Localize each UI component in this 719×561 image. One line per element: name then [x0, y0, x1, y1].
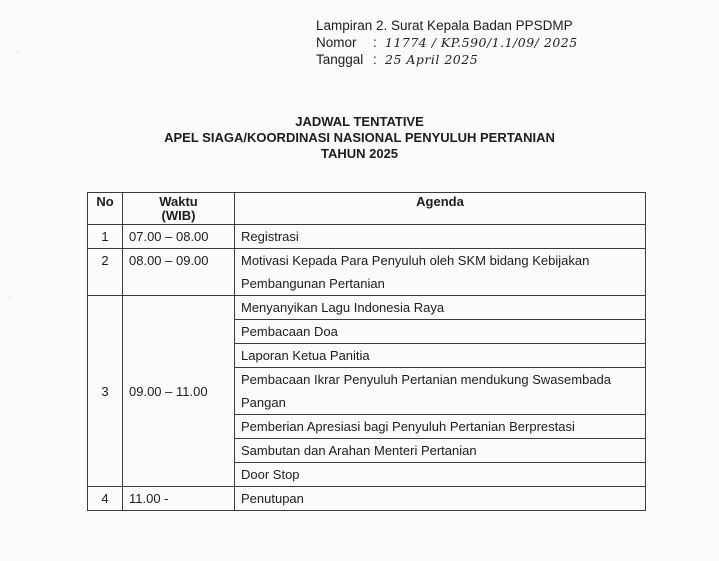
row-agenda: Door Stop: [235, 463, 646, 487]
attachment-line: [316, 17, 578, 34]
title-line-3: TAHUN 2025: [320, 146, 399, 161]
table-row: [88, 487, 646, 511]
header-time-unit: (WIB): [161, 208, 196, 223]
table-row: [88, 249, 646, 296]
date-value: 25 April 2025: [385, 52, 479, 67]
header-agenda: Agenda: [235, 193, 646, 225]
row-agenda: Pembacaan Doa: [235, 320, 646, 344]
row-agenda: Pembacaan Ikrar Penyuluh Pertanian mendukung Swasembada Pangan: [235, 368, 646, 415]
row-agenda: Pemberian Apresiasi bagi Penyuluh Pertanian Berprestasi: [235, 415, 646, 439]
row-time: 07.00 – 08.00: [123, 225, 235, 249]
table-row: [88, 296, 646, 320]
number-label: Nomor: [316, 35, 357, 50]
letter-reference: [316, 17, 578, 68]
row-time: 09.00 – 11.00: [123, 296, 235, 487]
row-agenda: Penutupan: [235, 487, 646, 511]
title-line-1: JADWAL TENTATIVE: [295, 114, 424, 129]
document-title: [0, 114, 719, 162]
row-agenda: Laporan Ketua Panitia: [235, 344, 646, 368]
row-no: 2: [88, 249, 123, 296]
row-no: 3: [88, 296, 123, 487]
row-no: 1: [88, 225, 123, 249]
scan-speck: ·: [8, 293, 11, 302]
row-no: 4: [88, 487, 123, 511]
table-header-row: [88, 193, 646, 225]
header-no: No: [88, 193, 123, 225]
title-line-2: APEL SIAGA/KOORDINASI NASIONAL PENYULUH PERTANIAN: [164, 130, 555, 145]
row-agenda: Sambutan dan Arahan Menteri Pertanian: [235, 439, 646, 463]
row-agenda: Registrasi: [235, 225, 646, 249]
header-time: [123, 193, 235, 225]
row-agenda: Menyanyikan Lagu Indonesia Raya: [235, 296, 646, 320]
date-label: Tanggal: [316, 52, 364, 67]
row-time: 08.00 – 09.00: [123, 249, 235, 296]
date-line: [316, 51, 578, 68]
date-separator: :: [373, 52, 377, 67]
header-time-label: Waktu: [159, 194, 198, 209]
row-time: 11.00 -: [123, 487, 235, 511]
scan-speck: ·: [16, 48, 19, 57]
schedule-table: [87, 192, 646, 511]
row-agenda: Motivasi Kepada Para Penyuluh oleh SKM bidang Kebijakan Pembangunan Pertanian: [235, 249, 646, 296]
attachment-text: Lampiran 2. Surat Kepala Badan PPSDMP: [316, 18, 573, 33]
table-row: [88, 225, 646, 249]
number-separator: :: [373, 35, 377, 50]
number-value: 11774 / KP.590/1.1/09/ 2025: [385, 35, 578, 50]
number-line: [316, 34, 578, 51]
